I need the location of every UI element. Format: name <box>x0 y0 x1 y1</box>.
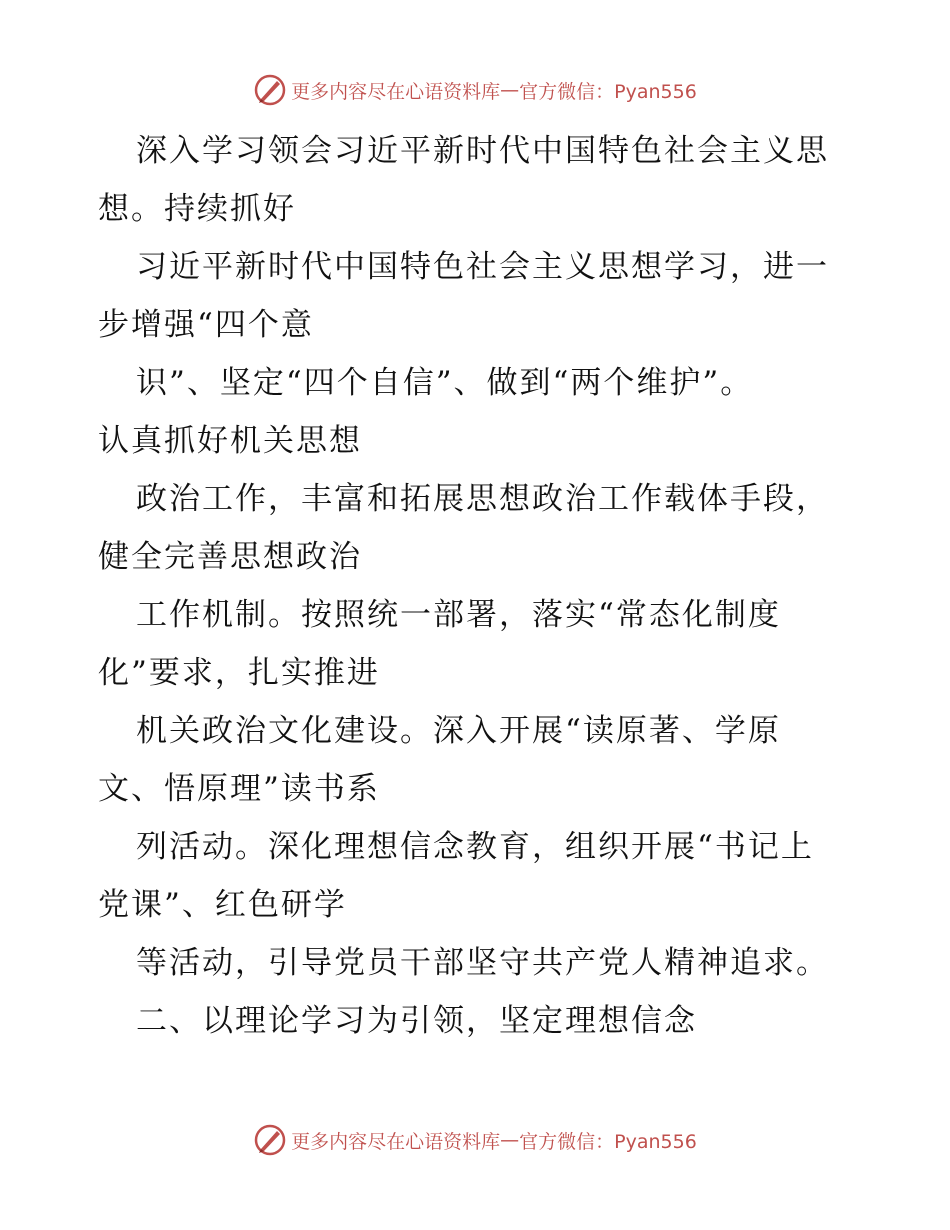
text-line: 政治工作，丰富和拓展思想政治工作载体手段， <box>136 481 829 517</box>
text-line: 等活动，引导党员干部坚守共产党人精神追求。 <box>136 945 829 981</box>
footer-watermark <box>0 1120 950 1160</box>
text-line: 识”、坚定“四个自信”、做到“两个维护”。 <box>136 365 754 401</box>
section-heading: 二、以理论学习为引领，坚定理想信念 <box>136 1003 697 1039</box>
document-body <box>98 122 858 1050</box>
watermark-site-text: 更多内容尽在心语资料库 <box>291 1130 501 1153</box>
watermark-contact-text: 官方微信：Pyan556 <box>519 1130 697 1153</box>
text-line: 深入学习领会习近平新时代中国特色社会主义思 <box>136 133 829 169</box>
watermark-separator: — <box>500 79 520 101</box>
text-line: 党课”、红色研学 <box>98 887 347 923</box>
header-watermark <box>0 70 950 110</box>
text-line: 习近平新时代中国特色社会主义思想学习，进一 <box>136 249 829 285</box>
text-line: 想。持续抓好 <box>98 191 296 227</box>
text-line: 化”要求，扎实推进 <box>98 655 380 691</box>
watermark-contact-text: 官方微信：Pyan556 <box>519 80 697 103</box>
text-line: 工作机制。按照统一部署，落实“常态化制度 <box>136 597 781 633</box>
text-line: 机关政治文化建设。深入开展“读原著、学原 <box>136 713 781 749</box>
quill-pen-logo-icon <box>253 1123 287 1157</box>
quill-pen-logo-icon <box>253 73 287 107</box>
text-line: 健全完善思想政治 <box>98 539 362 575</box>
text-line: 认真抓好机关思想 <box>98 423 362 459</box>
text-line: 步增强“四个意 <box>98 307 314 343</box>
watermark-site-text: 更多内容尽在心语资料库 <box>291 80 501 103</box>
watermark-separator: — <box>500 1129 520 1151</box>
text-line: 文、悟原理”读书系 <box>98 771 380 807</box>
text-line: 列活动。深化理想信念教育，组织开展“书记上 <box>136 829 814 865</box>
